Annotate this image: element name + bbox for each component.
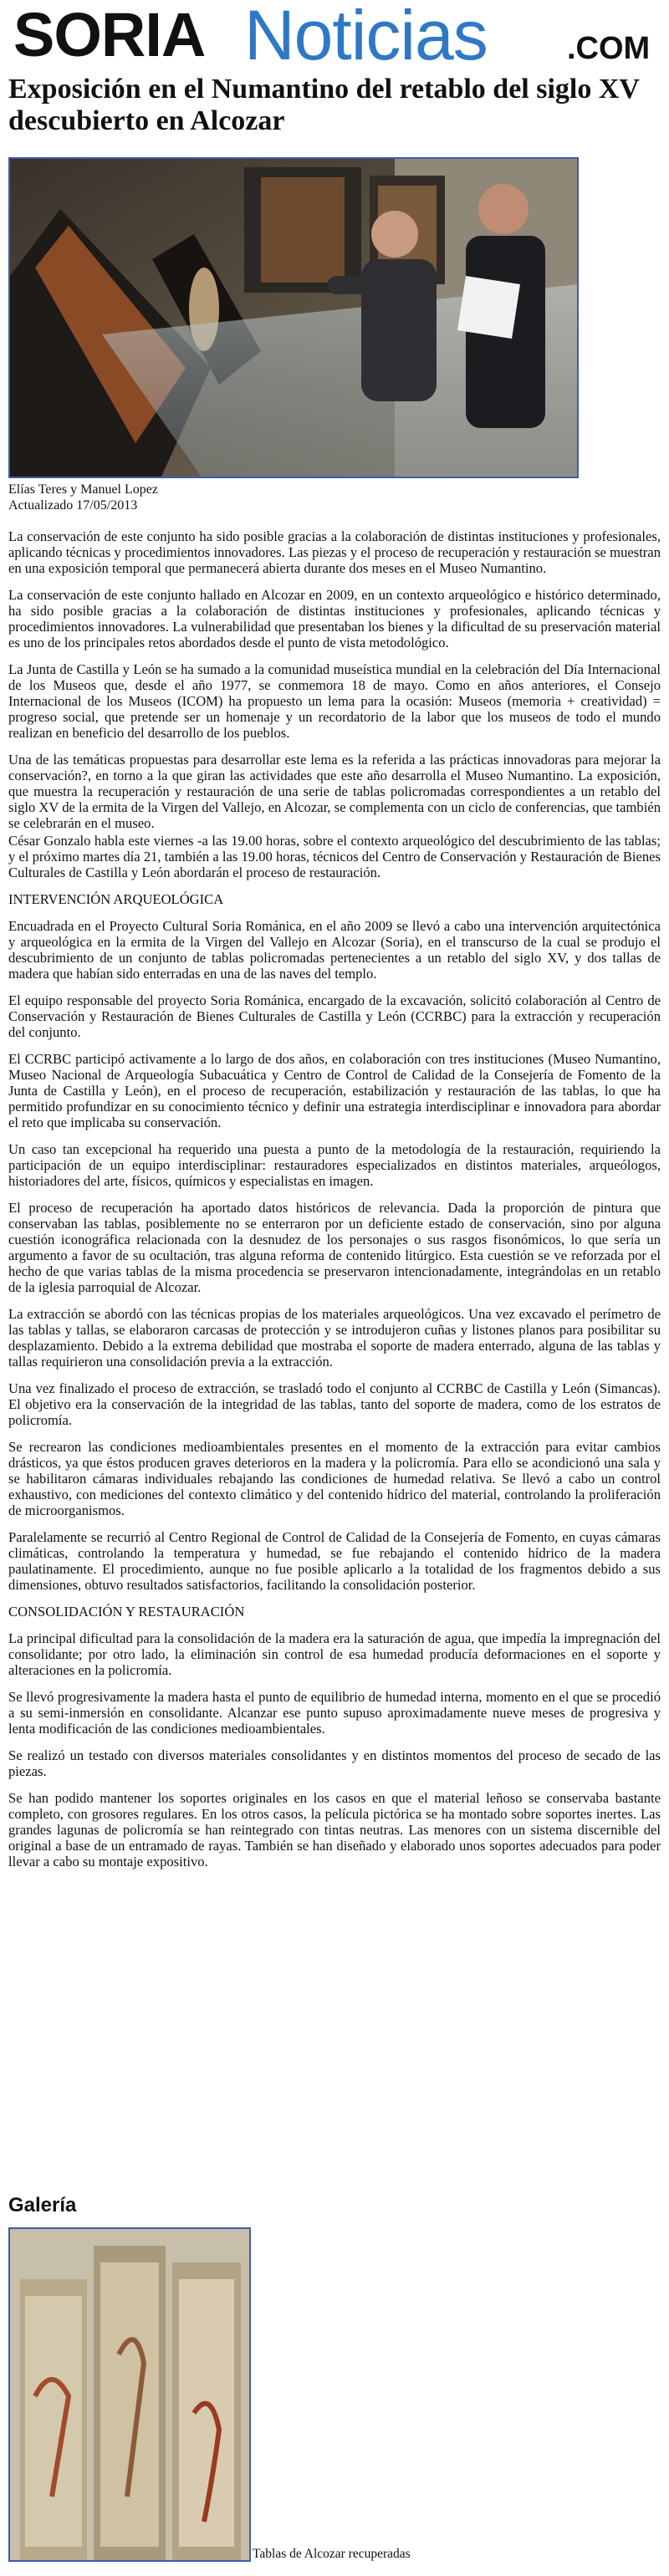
paragraph: La principal dificultad para la consolidación de la madera era la saturación de agua, que impedía la impregnación del consolidante; por otro lado, la eliminación sin control de esa humedad producía deformaciones en el soporte y alteraciones en la policromía. [8, 1630, 661, 1678]
exhibition-photo-illustration [10, 159, 579, 478]
paragraph: La Junta de Castilla y León se ha sumado a la comunidad museística mundial en la celebración del Día Internacional de los Museos que, desde el año 1977, se conmemora 18 de mayo. Como en años anteriores, el Consejo Internacional de los Museos (ICOM) ha propuesto un lema para la ocasión: Museos (memoria + creatividad) = progreso social, que pretende ser un homenaje y un recordatorio de la labor que los museos de todo el mundo realizan en beneficio del desarrollo de los pueblos. [8, 661, 661, 741]
gallery-heading: Galería [8, 2194, 77, 2216]
paragraph: Una vez finalizado el proceso de extracción, se trasladó todo el conjunto al CCRBC de Castilla y León (Simancas). El objetivo era la conservación de la integridad de las tablas, tanto del soporte de madera, como de los estratos de policromía. [8, 1380, 661, 1428]
gallery-photo-illustration [10, 2229, 249, 2560]
paragraph: Paralelamente se recurrió al Centro Regional de Control de Calidad de la Consejería de Fomento, en cuyas cámaras climáticas, controlando la temperatura y humedad, se fue rebajando el contenido hídrico de la madera paulatinamente. El procedimiento, aunque no fue posible aplicarlo a la totalidad de los fragmentos debido a sus dimensiones, obtuvo resultados satisfactorios, facilitando la consolidación posterior. [8, 1529, 661, 1593]
logo-soria: SORIA [13, 0, 206, 69]
logo-noticias: Noticias [244, 0, 488, 74]
paragraph: El proceso de recuperación ha aportado datos históricos de relevancia. Dada la proporción de pintura que conservaban las tablas, posiblemente no se enterraron por un deficiente estado de conservación, sino por alguna cuestión iconográfica relacionada con la desnudez de los personajes o sus rasgos fisonómicos, lo que sería un argumento a favor de su ocultación, tras alguna reforma de contenido litúrgico. Esta cuestión se ve reforzada por el hecho de que varias tablas de la misma procedencia se preservaron intencionadamente, integrándolas en un retablo de la iglesia parroquial de Alcozar. [8, 1200, 661, 1295]
article-body [8, 528, 661, 1880]
paragraph: La conservación de este conjunto hallado en Alcozar en 2009, en un contexto arqueológico e histórico determinado, ha sido posible gracias a la colaboración de distintas instituciones y profesionales, aplicando técnicas y procedimientos innovadores. La vulnerabilidad que presentaban los bienes y la dificultad de su preservación material es uno de los principales retos abordados desde el punto de vista metodológico. [8, 587, 661, 650]
article-meta [8, 482, 158, 513]
paragraph: César Gonzalo habla este viernes -a las 19.00 horas, sobre el contexto arqueológico del descubrimiento de las tablas; y el próximo martes día 21, también a las 19.00 horas, técnicos del Centro de Conservación y Restauración de Bienes Culturales de Castilla y León abordarán el proceso de restauración. [8, 833, 661, 880]
section-heading: CONSOLIDACIÓN Y RESTAURACIÓN [8, 1604, 245, 1620]
paragraph: Una de las temáticas propuestas para desarrollar este lema es la referida a las prácticas innovadoras para mejorar la conservación?, en torno a la que giran las actividades que este año desarrolla el Museo Numantino. La exposición, que muestra la recuperación y restauración de una serie de tablas policromadas correspondientes a un retablo del siglo XV de la ermita de la Virgen del Vallejo, en Alcozar, se complementa con un ciclo de conferencias, que también se celebrarán en el museo. [8, 752, 661, 831]
logo-com: .COM [567, 31, 651, 66]
paragraph: Se realizó un testado con diversos materiales consolidantes y en distintos momentos del proceso de secado de las piezas. [8, 1747, 661, 1779]
gallery-caption: Tablas de Alcozar recuperadas [253, 2547, 411, 2561]
paragraph: El CCRBC participó activamente a lo largo de dos años, en colaboración con tres instituciones (Museo Numantino, Museo Nacional de Arqueología Subacuática y Centro de Control de Calidad de la Consejería de Fomento de la Junta de Castilla y León), en el proceso de recuperación, estabilización y restauración de las tablas, lo que ha permitido profundizar en su conocimiento técnico y definir una estrategia interdisciplinar e innovadora para abordar el reto que implicaba su conservación. [8, 1051, 661, 1130]
paragraph: La conservación de este conjunto ha sido posible gracias a la colaboración de distintas instituciones y profesionales, aplicando técnicas y procedimientos innovadores. Las piezas y el proceso de recuperación y restauración se muestran en una exposición temporal que permanecerá abierta durante dos meses en el Museo Numantino. [8, 528, 661, 576]
paragraph: La extracción se abordó con las técnicas propias de los materiales arqueológicos. Una vez excavado el perímetro de las tablas y tallas, se elaboraron carcasas de protección y se introdujeron cuñas y listones planos para posibilitar su desplazamiento. Debido a la extrema debilidad que mostraba el soporte de madera enterrado, alguna de las tablas y tallas requirieron una consolidación previa a la extracción. [8, 1306, 661, 1370]
article-title: Exposición en el Numantino del retablo del siglo XV descubierto en Alcozar [8, 74, 640, 136]
section-heading: INTERVENCIÓN ARQUEOLÓGICA [8, 891, 224, 907]
paragraph: Se llevó progresivamente la madera hasta el punto de equilibrio de humedad interna, momento en el que se procedió a su semi-inmersión en consolidante. Alcanzar ese punto supuso aproximadamente nueve meses de progresiva y lenta modificación de las condiciones medioambientales. [8, 1689, 661, 1737]
site-logo[interactable] [8, 0, 661, 74]
gallery-image[interactable] [8, 2227, 251, 2562]
paragraph: Un caso tan excepcional ha requerido una puesta a punto de la metodología de la restauración, requiriendo la participación de un equipo interdisciplinar: restauradores especializados en distintos materiales, arqueólogos, historiadores del arte, físicos, químicos y especialistas en imagen. [8, 1141, 661, 1189]
paragraph: El equipo responsable del proyecto Soria Románica, encargado de la excavación, solicitó colaboración al Centro de Conservación y Restauración de Bienes Culturales de Castilla y León (CCRBC) para la extracción y recuperación del conjunto. [8, 992, 661, 1040]
paragraph: Se recrearon las condiciones medioambientales presentes en el momento de la extracción para evitar cambios drásticos, ya que éstos producen graves deterioros en la madera y la policromía. Para ello se acondicionó una sala y se habilitaron cámaras individuales rebajando las condiciones de humedad relativa. Se llevó a cabo un control exhaustivo, con mediciones del contexto climático y del contenido hídrico del material, controlando la proliferación de microorganismos. [8, 1439, 661, 1518]
article-updated-date: Actualizado 17/05/2013 [8, 498, 138, 513]
article-photo [8, 157, 579, 478]
paragraph: Se han podido mantener los soportes originales en los casos en que el material leñoso se conservaba bastante completo, con grosores regulares. En los otros casos, la película pictórica se ha montado sobre soportes inertes. Las grandes lagunas de policromía se han reintegrado con tintas neutras. Las menores con un sistema discernible del original a base de un entramado de rayas. También se han diseñado y elaborado unos soportes adecuados para poder llevar a cabo su montaje expositivo. [8, 1790, 661, 1870]
paragraph: Encuadrada en el Proyecto Cultural Soria Románica, en el año 2009 se llevó a cabo una intervención arquitectónica y arqueológica en la ermita de la Virgen del Vallejo en Alcozar (Soria), en el transcurso de la cual se produjo el descubrimiento de un conjunto de tablas policromadas pertenecientes a un retablo del siglo XV, y dos tallas de madera que habían sido enterradas en una de las naves del templo. [8, 918, 661, 982]
article-author: Elías Teres y Manuel Lopez [8, 482, 158, 497]
